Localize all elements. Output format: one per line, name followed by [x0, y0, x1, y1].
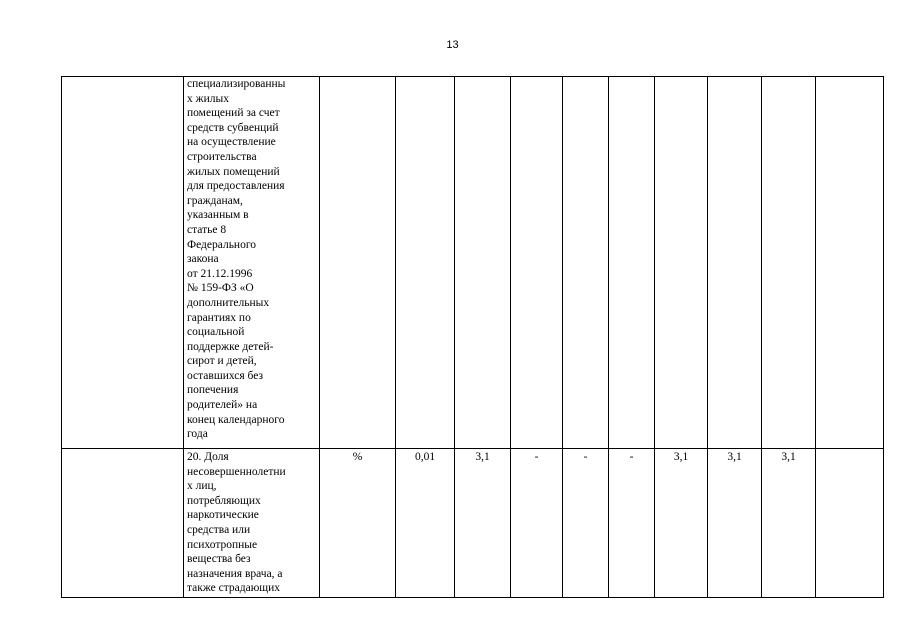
value-cell [609, 77, 655, 449]
table-row [62, 77, 884, 449]
value-cell [708, 77, 762, 449]
value-cell: - [511, 449, 563, 598]
page-number: 13 [446, 39, 459, 51]
table-cell-blank [62, 77, 184, 449]
table-cell-blank [62, 449, 184, 598]
value-cell [563, 77, 609, 449]
indicator-name-cell: специализированны х жилых помещений за счет средств субвенций на осуществление строительства жилых помещений для предоставления гражданам, указанным в статье 8 Федерального закона от 21.12.1996 № 159-ФЗ «О дополнительных гарантиях по социальной поддержке детей- сирот и детей, оставшихся без попечения родителей» на конец календарного года [184, 77, 320, 449]
value-cell [655, 77, 708, 449]
value-cell [762, 77, 816, 449]
unit-cell: % [320, 449, 396, 598]
indicator-name-cell: 20. Доля несовершеннолетни х лиц, потребляющих наркотические средства или психотропные вещества без назначения врача, а также страдающих [184, 449, 320, 598]
value-cell: - [609, 449, 655, 598]
value-cell [816, 77, 884, 449]
value-cell: 3,1 [655, 449, 708, 598]
value-cell [511, 77, 563, 449]
indicators-table [61, 76, 884, 598]
value-cell [396, 77, 455, 449]
value-cell: 3,1 [762, 449, 816, 598]
unit-cell [320, 77, 396, 449]
value-cell: 3,1 [708, 449, 762, 598]
value-cell: 3,1 [455, 449, 511, 598]
value-cell: 0,01 [396, 449, 455, 598]
table-row [62, 449, 884, 598]
value-cell [816, 449, 884, 598]
value-cell: - [563, 449, 609, 598]
value-cell [455, 77, 511, 449]
